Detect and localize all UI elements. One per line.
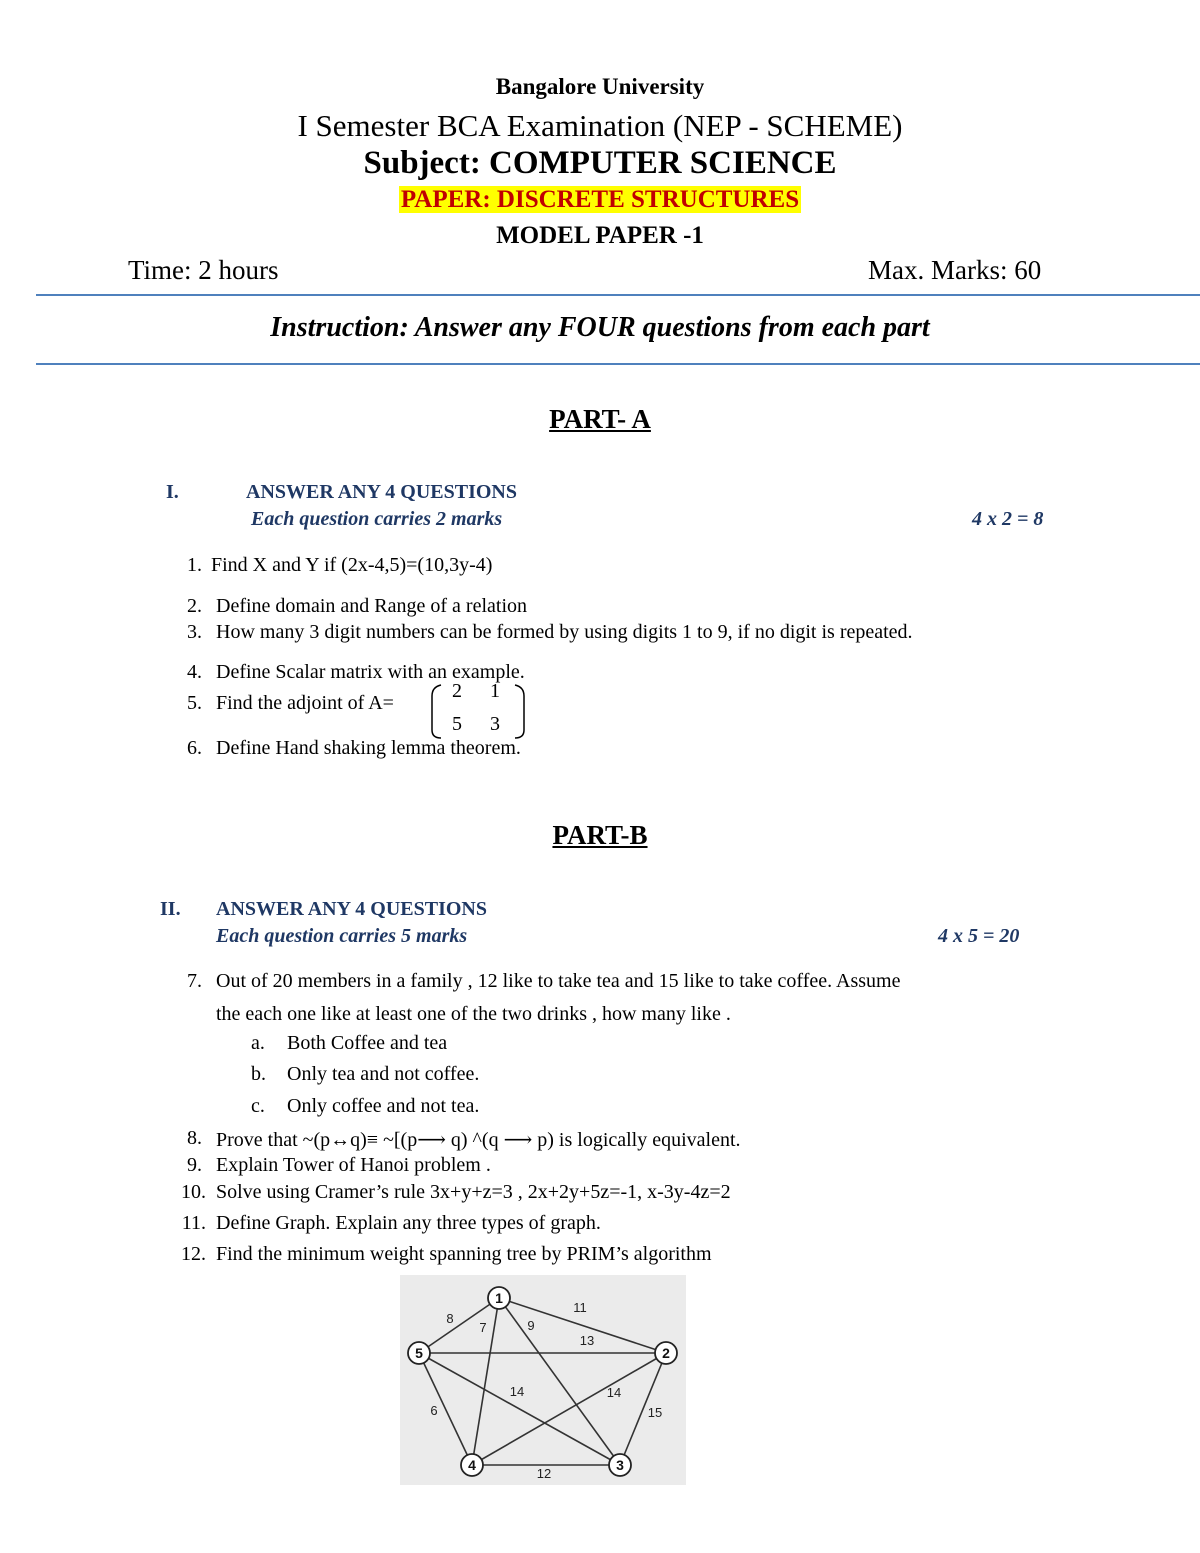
question-number: 2. — [187, 595, 202, 617]
bottom-divider — [36, 363, 1200, 365]
instruction: Instruction: Answer any FOUR questions from each part — [270, 312, 930, 343]
section-1-heading: ANSWER ANY 4 QUESTIONS — [246, 481, 517, 503]
max-marks: Max. Marks: 60 — [868, 255, 1042, 285]
section-1-subheading: Each question carries 2 marks — [251, 508, 503, 530]
edge-weight-label: 15 — [647, 1405, 663, 1420]
question-number: 5. — [187, 692, 202, 714]
edge-weight-label: 8 — [446, 1311, 454, 1326]
exam-title: I Semester BCA Examination (NEP - SCHEME) — [297, 108, 903, 143]
question-number: 9. — [187, 1154, 202, 1176]
question-number: 8. — [187, 1127, 202, 1149]
edge-weight-label: 13 — [579, 1333, 595, 1348]
graph-background — [400, 1275, 686, 1485]
section-2-heading: ANSWER ANY 4 QUESTIONS — [216, 898, 487, 920]
edge-weight-label: 11 — [573, 1300, 587, 1315]
sub-text: Only coffee and not tea. — [287, 1095, 480, 1117]
question-text: Solve using Cramer’s rule 3x+y+z=3 , 2x+2y+5z=-1, x-3y-4z=2 — [216, 1181, 731, 1203]
question-text: Explain Tower of Hanoi problem . — [216, 1154, 491, 1176]
sub-label: a. — [251, 1032, 265, 1054]
matrix-brackets — [425, 680, 535, 742]
sub-text: Both Coffee and tea — [287, 1032, 448, 1054]
graph-node-label: 1 — [495, 1290, 503, 1306]
question-text: Find X and Y if (2x-4,5)=(10,3y-4) — [211, 554, 493, 576]
paper-title — [0, 186, 1200, 214]
section-2-subheading: Each question carries 5 marks — [216, 925, 468, 947]
edge-weight-label: 14 — [606, 1385, 622, 1400]
question-7-line-2: the each one like at least one of the two drinks , how many like . — [216, 1003, 731, 1025]
question-text: Define Hand shaking lemma theorem. — [216, 737, 521, 759]
question-number: 12. — [181, 1243, 206, 1265]
question-text: Define Scalar matrix with an example. — [216, 661, 525, 683]
question-number: 6. — [187, 737, 202, 759]
graph-node-label: 3 — [616, 1457, 624, 1473]
paper-title-text: PAPER: DISCRETE STRUCTURES — [400, 186, 800, 213]
question-text: Find the adjoint of A= — [216, 692, 394, 714]
question-number: 3. — [187, 621, 202, 643]
question-number: 4. — [187, 661, 202, 683]
model-paper-label: MODEL PAPER -1 — [496, 222, 704, 249]
edge-weight-label: 9 — [527, 1318, 535, 1333]
subject-title: Subject: COMPUTER SCIENCE — [363, 145, 837, 181]
question-number: 1. — [187, 554, 202, 576]
matrix-a12: 1 — [490, 680, 500, 702]
exam-time: Time: 2 hours — [128, 255, 279, 285]
section-2-number: II. — [160, 898, 181, 920]
section-1-number: I. — [166, 481, 179, 503]
question-number: 11. — [181, 1212, 206, 1234]
edge-weight-label: 6 — [430, 1403, 438, 1418]
question-text-line-1: Out of 20 members in a family , 12 like to take tea and 15 like to take coffee. Assume — [216, 970, 901, 992]
top-divider — [36, 294, 1200, 296]
matrix-a21: 5 — [452, 713, 462, 735]
section-2-marks: 4 x 5 = 20 — [938, 925, 1020, 947]
question-number: 7. — [187, 970, 202, 992]
part-a-title: PART- A — [549, 404, 651, 434]
matrix-a11: 2 — [452, 680, 462, 702]
university-name: Bangalore University — [495, 74, 705, 99]
edge-weight-label: 14 — [509, 1384, 525, 1399]
sub-text: Only tea and not coffee. — [287, 1063, 480, 1085]
graph-diagram — [400, 1275, 686, 1485]
section-1-marks: 4 x 2 = 8 — [972, 508, 1044, 530]
question-text: Prove that ~(p↔q)≡ ~[(p⟶ q) ^(q ⟶ p) is logically equivalent. — [216, 1129, 741, 1151]
question-text: How many 3 digit numbers can be formed by using digits 1 to 9, if no digit is repeated. — [216, 621, 913, 643]
question-text: Define Graph. Explain any three types of graph. — [216, 1212, 601, 1234]
sub-label: b. — [251, 1063, 266, 1085]
question-text: Find the minimum weight spanning tree by PRIM’s algorithm — [216, 1243, 712, 1265]
graph-node-label: 5 — [415, 1345, 423, 1361]
graph-node-label: 2 — [662, 1345, 670, 1361]
part-b-title: PART-B — [552, 820, 648, 850]
question-number: 10. — [181, 1181, 206, 1203]
edge-weight-label: 7 — [479, 1320, 487, 1335]
graph-node-label: 4 — [468, 1457, 476, 1473]
edge-weight-label: 12 — [536, 1466, 552, 1481]
question-text: Define domain and Range of a relation — [216, 595, 527, 617]
sub-label: c. — [251, 1095, 265, 1117]
matrix-a22: 3 — [490, 713, 500, 735]
